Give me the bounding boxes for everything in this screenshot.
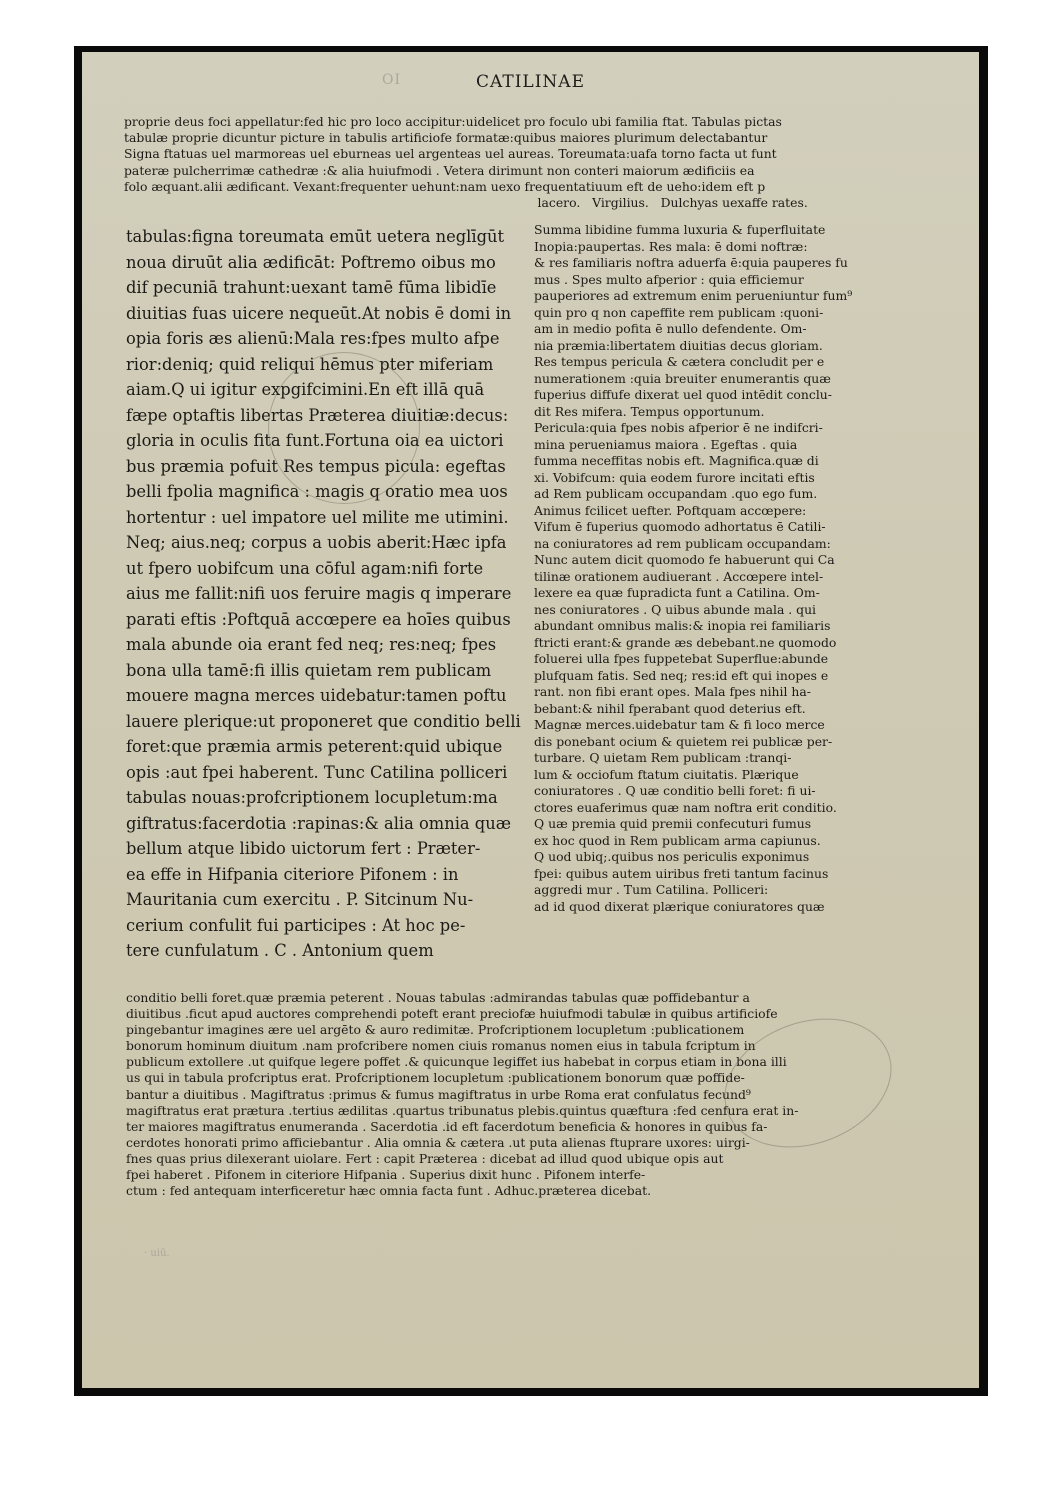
text-line: gloria in oculis fita funt.Fortuna oia ea uictori	[126, 431, 504, 450]
text-line: dif pecuniā trahunt:uexant tamē fūma libidīe	[126, 278, 497, 297]
text-line: giftratus:facerdotia :rapinas:& alia omnia quæ	[126, 813, 512, 833]
text-line: fæpe optaftis libertas Præterea diuitiæ:decus:	[126, 405, 509, 425]
commentary-line: magiftratus erat prætura .tertius ædilitas .quartus tribunatus plebis.quintus quæftura :fed cenfura erat in-	[126, 1102, 799, 1118]
commentary-line: Res tempus pericula & cætera concludit per e	[534, 354, 825, 369]
text-line: parati eftis :Poftquā accœpere ea hoīes quibus	[126, 609, 511, 629]
text-line: hortentur : uel impatore uel milite me utimini.	[126, 507, 509, 527]
running-title: CATILINAE	[476, 72, 585, 92]
commentary-line: abundant omnibus malis:& inopia rei familiaris	[534, 618, 831, 633]
text-line: Neq; aius.neq; corpus a uobis aberit:Hæc ipfa	[126, 533, 507, 552]
commentary-line: Summa libidine fumma luxuria & fuperfluitate	[534, 222, 826, 237]
commentary-line: bebant:& nihil fperabant quod deterius eft.	[534, 700, 806, 716]
commentary-line: us qui in tabula profcriptus erat. Profcriptionem locupletum :publicationem bonorum quæ poffide-	[126, 1070, 745, 1086]
text-line: bona ulla tamē:fi illis quietam rem publicam	[126, 660, 492, 680]
commentary-line: cerdotes honorati primo afficiebantur . Alia omnia & cætera .ut puta alienas ftuprare uxores: uirgi-	[126, 1134, 750, 1150]
commentary-line: aggredi mur . Tum Catilina. Polliceri:	[534, 882, 769, 897]
commentary-line: & res familiaris noftra aduerfa ē:quia pauperes fu	[534, 255, 848, 270]
commentary-line: pingebantur imagines ære uel argēto & auro redimitæ. Profcriptionem locupletum :publicationem	[126, 1022, 745, 1038]
commentary-line: pauperiores ad extremum enim perueniuntur fum⁹	[534, 288, 853, 303]
commentary-line: fnes quas prius dilexerant uiolare. Fert : capit Præterea : dicebat ad illud quod ubique opis aut	[126, 1150, 724, 1166]
text-line: ea effe in Hifpania citeriore Pifonem : in	[126, 864, 459, 884]
commentary-line: am in medio pofita ē nullo defendente. Om-	[534, 321, 807, 336]
text-line: opis :aut fpei haberent. Tunc Catilina polliceri	[126, 762, 508, 782]
commentary-line: tabulæ proprie dicuntur picture in tabulis artificiofe formatæ:quibus maiores plurimum delectabantur	[124, 130, 768, 146]
text-line: bus præmia pofuit Res tempus picula: egeftas	[126, 456, 506, 476]
commentary-line: ad Rem publicam occupandam .quo ego fum.	[534, 486, 818, 501]
commentary-line: ftricti erant:& grande æs debebant.ne quomodo	[534, 634, 837, 650]
commentary-line: Nunc autem dicit quomodo fe habuerunt qui Ca	[534, 552, 835, 567]
commentary-line: Magnæ merces.uidebatur tam & fi loco merce	[534, 717, 825, 732]
commentary-line: bonorum hominum diuitum .nam profcribere nomen ciuis romanus nomen eius in tabula fcriptum in	[126, 1038, 756, 1054]
text-line: mouere magna merces uidebatur:tamen poftu	[126, 686, 507, 705]
commentary-line: na coniuratores ad rem publicam occupandam:	[534, 535, 831, 551]
commentary-line: tilinæ orationem audiuerant . Accœpere intel-	[534, 568, 824, 584]
text-line: mala abunde oia erant fed neq; res:neq; fpes	[126, 635, 497, 654]
commentary-line: ad id quod dixerat plærique coniuratores quæ	[534, 898, 825, 914]
manuscript-page	[82, 52, 979, 1388]
commentary-line: ter maiores magiftratus enumeranda . Sacerdotia .id eft facerdotum beneficia & honores in quibus fa-	[126, 1118, 768, 1134]
commentary-line: nia præmia:libertatem diuitias decus gloriam.	[534, 337, 823, 353]
commentary-line: Vifum ē fuperius quomodo adhortatus ē Catili-	[534, 519, 826, 534]
commentary-line: fpei: quibus autem uiribus freti tantum facinus	[534, 865, 829, 881]
bottom-commentary	[126, 990, 798, 1199]
commentary-line: conditio belli foret.quæ præmia peterent . Nouas tabulas :admirandas tabulas quæ poffidebantur a	[126, 990, 750, 1005]
commentary-line: lacero. Virgilius. Dulchyas uexaffe rates.	[124, 195, 808, 211]
text-line: rior:deniq; quid reliqui hēmus pter miferiam	[126, 354, 494, 374]
commentary-line: ctores euaferimus quæ nam noftra erit conditio.	[534, 799, 837, 815]
commentary-line: Inopia:paupertas. Res mala: ē domi noftræ:	[534, 238, 808, 254]
commentary-line: plufquam fatis. Sed neq; res:id eft qui inopes e	[534, 667, 829, 683]
commentary-line: lum & occiofum ftatum ciuitatis. Plærique	[534, 766, 799, 782]
commentary-line: turbare. Q uietam Rem publicam :tranqi-	[534, 750, 792, 765]
commentary-line: dit Res mifera. Tempus opportunum.	[534, 403, 765, 419]
commentary-line: nes coniuratores . Q uibus abunde mala . qui	[534, 601, 817, 617]
text-line: belli fpolia magnifica : magis q oratio mea uos	[126, 482, 508, 501]
commentary-line: ctum : fed antequam interficeretur hæc omnia facta funt . Adhuc.præterea dicebat.	[126, 1183, 652, 1199]
text-line: aiam.Q ui igitur expgifcimini.En eft illā quā	[126, 380, 485, 399]
text-line: tere cunfulatum . C . Antonium quem	[126, 941, 434, 960]
bleed-through-text: · uiū.	[144, 1248, 170, 1259]
commentary-line: proprie deus foci appellatur:fed hic pro loco accipitur:uidelicet pro foculo ubi familia ftat. Tabulas pictas	[124, 114, 782, 129]
commentary-line: lexere ea quæ fupradicta funt a Catilina. Om-	[534, 585, 820, 600]
text-line: foret:que præmia armis peterent:quid ubique	[126, 737, 503, 756]
text-line: Mauritania cum exercitu . P. Sitcinum Nu-	[126, 890, 474, 909]
commentary-line: Q uæ premia quid premii confecuturi fumus	[534, 816, 812, 831]
commentary-line: fuperius diffufe dixerat uel quod intēdit conclu-	[534, 387, 832, 402]
text-line: bellum atque libido uictorum fert : Præter-	[126, 839, 481, 858]
commentary-line: numerationem :quia breuiter enumerantis quæ	[534, 370, 831, 386]
commentary-line: mina perueniamus maiora . Egeftas . quia	[534, 436, 798, 452]
commentary-line: ex hoc quod in Rem publicam arma capiunus.	[534, 832, 821, 848]
commentary-line: Signa ftatuas uel marmoreas uel eburneas uel argenteas uel aureas. Toreumata:uafa torno facta ut funt	[124, 146, 777, 162]
text-line: tabulas nouas:profcriptionem locupletum:ma	[126, 788, 498, 807]
bleed-through-mark: OI	[382, 72, 402, 88]
commentary-line: Animus fcilicet uefter. Poftquam accœpere:	[534, 502, 807, 518]
text-line: diuitias fuas uicere nequeūt.At nobis ē domi in	[126, 303, 512, 323]
commentary-line: Pericula:quia fpes nobis afperior ē ne indifcri-	[534, 420, 823, 435]
commentary-line: Q uod ubiq;.quibus nos periculis exponimus	[534, 849, 810, 864]
commentary-line: fpei haberet . Pifonem in citeriore Hifpania . Superius dixit hunc . Pifonem interfe-	[126, 1167, 646, 1183]
commentary-line: publicum extollere .ut quifque legere poffet .& quicunque legiffet ius habebat in corpus etiam in bona illi	[126, 1054, 787, 1070]
commentary-line: folo æquant.alii ædificant. Vexant:frequenter uehunt:nam uexo frequentatiuum eft de ueho:idem eft p	[124, 178, 766, 194]
text-line: aius me fallit:nifi uos feruire magis q imperare	[126, 584, 512, 603]
side-commentary	[534, 222, 852, 915]
text-line: opia foris æs alienū:Mala res:fpes multo afpe	[126, 329, 500, 348]
text-line: noua diruūt alia ædificāt: Poftremo oibus mo	[126, 252, 496, 272]
commentary-line: foluerei ulla fpes fuppetebat Superflue:abunde	[534, 651, 829, 666]
commentary-line: xi. Vobifcum: quia eodem furore incitati eftis	[534, 469, 815, 485]
main-text	[126, 224, 521, 964]
commentary-line: bantur a diuitibus . Magiftratus :primus & fumus magiftratus in urbe Roma erat confulatus fecund⁹	[126, 1086, 751, 1102]
commentary-line: fumma neceffitas nobis eft. Magnifica.quæ di	[534, 453, 819, 468]
commentary-line: diuitibus .ficut apud auctores comprehendi poteft erant preciofæ huiufmodi tabulæ in quibus artificiofe	[126, 1006, 778, 1022]
top-commentary	[124, 114, 808, 211]
text-line: tabulas:figna toreumata emūt uetera neglīgūt	[126, 227, 505, 246]
running-head	[82, 72, 979, 92]
text-line: cerium confulit fui participes : At hoc pe-	[126, 915, 466, 935]
commentary-line: pateræ pulcherrimæ cathedræ :& alia huiufmodi . Vetera dirimunt non conteri maiorum ædificiis ea	[124, 162, 755, 178]
commentary-line: rant. non fibi erant opes. Mala fpes nihil ha-	[534, 684, 811, 699]
commentary-line: coniuratores . Q uæ conditio belli foret: fi ui-	[534, 783, 816, 798]
text-line: lauere plerique:ut proponeret que conditio belli	[126, 711, 521, 731]
commentary-line: quin pro q non capeffite rem publicam :quoni-	[534, 304, 824, 320]
text-line: ut fpero uobifcum una cōful agam:nifi forte	[126, 558, 484, 578]
commentary-line: dis ponebant ocium & quietem rei publicæ per-	[534, 733, 833, 749]
commentary-line: mus . Spes multo afperior : quia efficiemur	[534, 271, 804, 287]
